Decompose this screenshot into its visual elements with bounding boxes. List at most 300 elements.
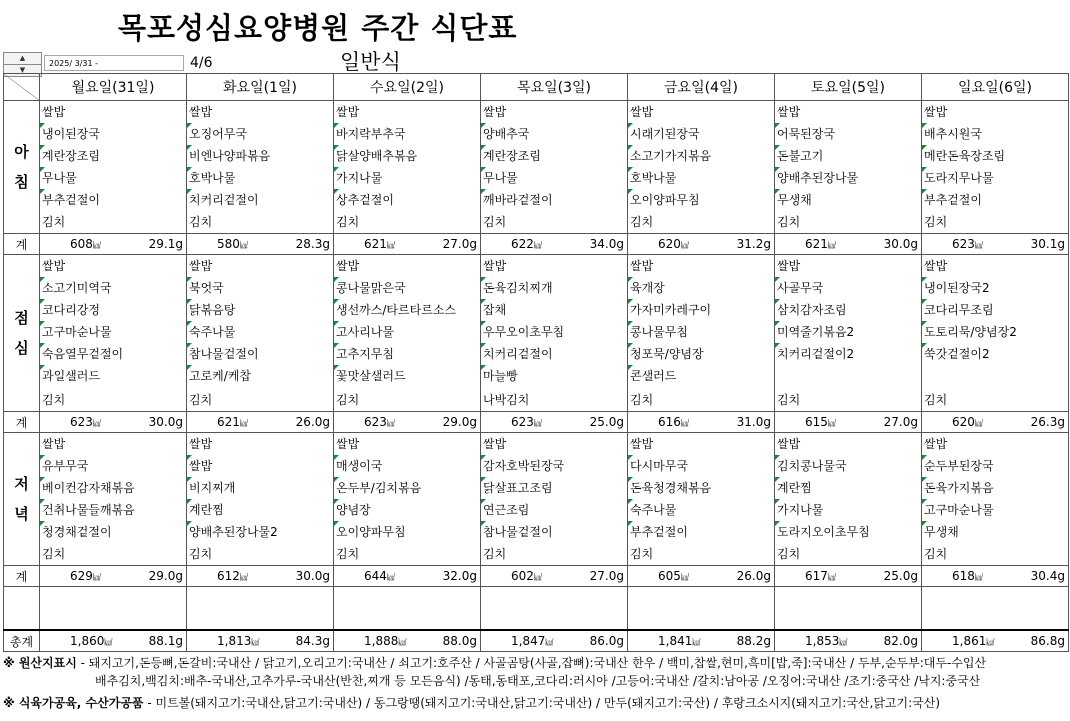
dish-item: 쌀밥 (483, 259, 507, 273)
dish-item: 배추시원국 (922, 123, 1068, 145)
origin-line-1: - 돼지고기,돈등뼈,돈갈비:국내산 / 닭고기,오리고기:국내산 / 쇠고기:호주산 / 사골곰탕(사골,잡뼈):국내산 한우 / 백미,찹쌀,현미,흑미[밥,죽]:국내산 / 두부,순두부:대두-수입산 (76, 656, 987, 670)
day-header: 금요일(4일) (628, 74, 775, 101)
weekly-menu-table (3, 73, 1069, 652)
day-header: 목요일(3일) (481, 74, 628, 101)
blank-cell (4, 587, 40, 631)
dish-item: 쌀밥 (336, 259, 360, 273)
subtotal-cell (775, 234, 922, 255)
subtotal-cell (40, 566, 187, 587)
dish-item: 쌀밥 (483, 437, 507, 451)
day-header-row (4, 74, 1069, 101)
dish-item: 도토리묵/양념장2 (922, 321, 1068, 343)
menu-cell (334, 255, 481, 412)
dish-item: 쌀밥 (189, 437, 213, 451)
dish-item: 순두부된장국 (922, 455, 1068, 477)
kcal-value: 1,813 (217, 634, 252, 648)
menu-cell (922, 101, 1069, 234)
processed-notice (3, 694, 940, 711)
protein-value: 27.0g (883, 415, 918, 429)
subtotal-cell (481, 566, 628, 587)
kcal-unit: ㎉ (533, 573, 542, 582)
dish-item: 무나물 (481, 167, 627, 189)
dish-item: 김치 (42, 547, 66, 561)
protein-value: 30.0g (148, 415, 183, 429)
date-end: 4/6 (190, 55, 213, 71)
dish-item: 감자호박된장국 (481, 455, 627, 477)
protein-value: 30.4g (1030, 569, 1065, 583)
kcal-unit: ㎉ (398, 638, 407, 647)
origin-notice-2 (95, 672, 980, 689)
dish-item: 부추겉절이 (628, 521, 774, 543)
dish-item: 돈육청경채볶음 (628, 477, 774, 499)
blank-cell (775, 587, 922, 631)
dish-item: 상추겉절이 (334, 189, 480, 211)
kcal-value: 623 (511, 415, 534, 429)
kcal-value: 623 (952, 237, 975, 251)
kcal-value: 612 (217, 569, 240, 583)
dish-item: 도라지무나물 (922, 167, 1068, 189)
dish-item: 비엔나양파볶음 (187, 145, 333, 167)
protein-value: 30.1g (1030, 237, 1065, 251)
dish-item: 돈육김치찌개 (481, 277, 627, 299)
blank-cell (481, 587, 628, 631)
dish-item: 김치 (42, 215, 66, 229)
menu-cell (334, 101, 481, 234)
dish-item: 부추겉절이 (922, 189, 1068, 211)
dish-item: 김치 (189, 393, 213, 407)
dish-item: 닭볶음탕 (187, 299, 333, 321)
protein-value: 84.3g (295, 634, 330, 648)
menu-cell (775, 101, 922, 234)
kcal-value: 615 (805, 415, 828, 429)
menu-cell (40, 101, 187, 234)
kcal-unit: ㎉ (104, 638, 113, 647)
dish-item: 쌀밥 (336, 437, 360, 451)
kcal-unit: ㎉ (92, 419, 101, 428)
dish-item: 치커리겉절이 (187, 189, 333, 211)
kcal-value: 622 (511, 237, 534, 251)
dish-item: 쑥갓겉절이2 (922, 343, 1068, 365)
dish-item: 김치 (189, 215, 213, 229)
kcal-unit: ㎉ (239, 241, 248, 250)
dish-item: 호박나물 (187, 167, 333, 189)
dish-item: 가자미카레구이 (628, 299, 774, 321)
processed-label: ※ 식육가공육, 수산가공품 (3, 696, 144, 710)
dish-item: 다시마무국 (628, 455, 774, 477)
dish-item: 김치 (336, 393, 360, 407)
dish-item: 북엇국 (187, 277, 333, 299)
dish-item: 쌀밥 (42, 259, 66, 273)
kcal-unit: ㎉ (974, 241, 983, 250)
day-header: 화요일(1일) (187, 74, 334, 101)
menu-cell (40, 433, 187, 566)
meal-row (4, 433, 1069, 566)
dish-item: 닭살양배추볶음 (334, 145, 480, 167)
protein-value: 30.0g (295, 569, 330, 583)
subtotal-cell (775, 566, 922, 587)
dish-item (775, 365, 921, 389)
dish-item: 비지찌개 (187, 477, 333, 499)
dish-item: 쌀밥 (630, 437, 654, 451)
dish-item: 육개장 (628, 277, 774, 299)
dish-item: 소고기가지볶음 (628, 145, 774, 167)
blank-cell (922, 587, 1069, 631)
dish-item: 김치 (336, 215, 360, 229)
dish-item: 연근조림 (481, 499, 627, 521)
kcal-unit: ㎉ (92, 573, 101, 582)
kcal-value: 605 (658, 569, 681, 583)
subtotal-cell (481, 234, 628, 255)
dish-item: 바지락부추국 (334, 123, 480, 145)
dish-item: 삼치감자조림 (775, 299, 921, 321)
dish-item: 쌀밥 (924, 259, 948, 273)
menu-cell (628, 101, 775, 234)
dish-item: 무생채 (922, 521, 1068, 543)
kcal-unit: ㎉ (827, 241, 836, 250)
kcal-value: 621 (805, 237, 828, 251)
protein-value: 31.2g (736, 237, 771, 251)
menu-cell (481, 433, 628, 566)
grand-total-cell (628, 630, 775, 652)
dish-item: 돈불고기 (775, 145, 921, 167)
dish-item (922, 365, 1068, 389)
protein-value: 31.0g (736, 415, 771, 429)
kcal-unit: ㎉ (680, 241, 689, 250)
subtotal-label: 계 (4, 566, 40, 587)
dish-item: 호박나물 (628, 167, 774, 189)
dish-item: 콩나물맑은국 (334, 277, 480, 299)
dish-item: 김치 (630, 547, 654, 561)
kcal-unit: ㎉ (533, 419, 542, 428)
dish-item: 우무오이초무침 (481, 321, 627, 343)
dish-item: 고구마순나물 (922, 499, 1068, 521)
dish-item: 고구마순나물 (40, 321, 186, 343)
dish-item: 쌀밥 (924, 437, 948, 451)
kcal-unit: ㎉ (386, 241, 395, 250)
grand-total-cell (40, 630, 187, 652)
kcal-unit: ㎉ (533, 241, 542, 250)
menu-cell (775, 433, 922, 566)
dish-item: 가지나물 (334, 167, 480, 189)
dish-item: 온두부/김치볶음 (334, 477, 480, 499)
dish-item: 계란찜 (775, 477, 921, 499)
protein-value: 26.0g (736, 569, 771, 583)
kcal-unit: ㎉ (545, 638, 554, 647)
dish-item: 쌀밥 (189, 259, 213, 273)
dish-item: 김치 (336, 547, 360, 561)
protein-value: 29.0g (148, 569, 183, 583)
subtotal-cell (481, 412, 628, 433)
grand-total-cell (775, 630, 922, 652)
dish-item: 양배추된장나물 (775, 167, 921, 189)
subtotal-cell (334, 234, 481, 255)
subtotal-cell (40, 234, 187, 255)
dish-item: 베이컨감자채볶음 (40, 477, 186, 499)
kcal-value: 602 (511, 569, 534, 583)
menu-cell (187, 101, 334, 234)
dish-item: 고추지무침 (334, 343, 480, 365)
dish-item: 오이양파무침 (334, 521, 480, 543)
meal-label: 점 심 (4, 255, 40, 412)
menu-cell (481, 101, 628, 234)
dish-item: 돈육가지볶음 (922, 477, 1068, 499)
dish-item: 숙음열무겉절이 (40, 343, 186, 365)
subtotal-label: 계 (4, 234, 40, 255)
origin-line-2: 배추김치,백김치:배추-국내산,고추가루-국내산(반찬,찌개 등 모든음식) /동태,동태포,코다리:러시아 /고등어:국내산 /갈치:남아공 /오징어:국내산 /조기:중국산 /낙지:중국산 (95, 674, 981, 688)
dish-item: 코다리강정 (40, 299, 186, 321)
dish-item: 고사리나물 (334, 321, 480, 343)
dish-item: 어묵된장국 (775, 123, 921, 145)
dish-item: 계란장조림 (481, 145, 627, 167)
date-start-field[interactable]: 2025/ 3/31 - (44, 55, 184, 71)
dish-item: 양념장 (334, 499, 480, 521)
protein-value: 34.0g (589, 237, 624, 251)
dish-item: 김치 (924, 547, 948, 561)
dish-item: 김치 (630, 393, 654, 407)
dish-item: 콘샐러드 (628, 365, 774, 389)
subtotal-row (4, 234, 1069, 255)
dish-item: 부추겉절이 (40, 189, 186, 211)
origin-label: ※ 원산지표시 (3, 656, 77, 670)
grand-total-cell (481, 630, 628, 652)
kcal-value: 608 (70, 237, 93, 251)
subtotal-cell (628, 566, 775, 587)
kcal-value: 1,841 (658, 634, 693, 648)
dish-item: 쌀밥 (483, 105, 507, 119)
dish-item: 매생이국 (334, 455, 480, 477)
dish-item: 양배추국 (481, 123, 627, 145)
kcal-value: 1,888 (364, 634, 399, 648)
kcal-value: 621 (217, 415, 240, 429)
kcal-value: 620 (658, 237, 681, 251)
dish-item: 미역줄기볶음2 (775, 321, 921, 343)
dish-item: 가지나물 (775, 499, 921, 521)
kcal-unit: ㎉ (986, 638, 995, 647)
subtotal-cell (922, 234, 1069, 255)
menu-cell (40, 255, 187, 412)
dish-item: 참나물겉절이 (187, 343, 333, 365)
kcal-unit: ㎉ (239, 419, 248, 428)
protein-value: 88.1g (148, 634, 183, 648)
protein-value: 30.0g (883, 237, 918, 251)
dish-item: 치커리겉절이 (481, 343, 627, 365)
protein-value: 88.0g (442, 634, 477, 648)
subtotal-row (4, 412, 1069, 433)
dish-item: 도라지오이초무침 (775, 521, 921, 543)
kcal-unit: ㎉ (386, 573, 395, 582)
dish-item: 무생채 (775, 189, 921, 211)
diet-type: 일반식 (340, 50, 401, 74)
kcal-value: 616 (658, 415, 681, 429)
menu-cell (922, 433, 1069, 566)
dish-item: 과일샐러드 (40, 365, 186, 389)
dish-item: 양배추된장나물2 (187, 521, 333, 543)
dish-item: 김치 (777, 547, 801, 561)
kcal-value: 1,847 (511, 634, 546, 648)
dish-item: 김치콩나물국 (775, 455, 921, 477)
kcal-value: 629 (70, 569, 93, 583)
menu-cell (775, 255, 922, 412)
protein-value: 27.0g (442, 237, 477, 251)
dish-item: 건취나물들깨볶음 (40, 499, 186, 521)
protein-value: 27.0g (589, 569, 624, 583)
menu-cell (628, 433, 775, 566)
grand-total-label: 총계 (4, 630, 40, 652)
day-header: 수요일(2일) (334, 74, 481, 101)
blank-cell (187, 587, 334, 631)
menu-cell (187, 433, 334, 566)
subtotal-cell (187, 566, 334, 587)
dish-item: 김치 (630, 215, 654, 229)
dish-item: 청경채겉절이 (40, 521, 186, 543)
menu-cell (334, 433, 481, 566)
dish-item: 꽃맛살샐러드 (334, 365, 480, 389)
subtotal-cell (187, 412, 334, 433)
menu-cell (922, 255, 1069, 412)
dish-item: 유부무국 (40, 455, 186, 477)
dish-item: 치커리겉절이2 (775, 343, 921, 365)
dish-item: 소고기미역국 (40, 277, 186, 299)
kcal-value: 623 (70, 415, 93, 429)
dish-item: 잡채 (481, 299, 627, 321)
dish-item: 냉이된장국 (40, 123, 186, 145)
grand-total-row (4, 630, 1069, 652)
day-header: 월요일(31일) (40, 74, 187, 101)
subtotal-cell (922, 412, 1069, 433)
dish-item: 쌀밥 (42, 437, 66, 451)
kcal-value: 580 (217, 237, 240, 251)
grand-total-cell (334, 630, 481, 652)
meal-row (4, 255, 1069, 412)
subtotal-cell (334, 566, 481, 587)
dish-item: 김치 (42, 393, 66, 407)
dish-item: 닭살표고조림 (481, 477, 627, 499)
subtotal-cell (628, 234, 775, 255)
dish-item: 김치 (777, 215, 801, 229)
dish-item: 코다리무조림 (922, 299, 1068, 321)
dish-item: 참나물겉절이 (481, 521, 627, 543)
spin-up-button[interactable]: ▲ (3, 52, 42, 65)
processed-line: - 미트볼(돼지고기:국내산,닭고기:국내산) / 동그랑땡(돼지고기:국내산,닭고기:국내산) / 만두(돼지고기:국산) / 후랑크소시지(돼지고기:국산,닭고기:국산) (143, 696, 941, 710)
kcal-unit: ㎉ (680, 573, 689, 582)
dish-item: 시래기된장국 (628, 123, 774, 145)
dish-item: 계란장조림 (40, 145, 186, 167)
meal-label: 아 침 (4, 101, 40, 234)
protein-value: 28.3g (295, 237, 330, 251)
protein-value: 26.0g (295, 415, 330, 429)
kcal-unit: ㎉ (974, 419, 983, 428)
dish-item: 쌀밥 (777, 259, 801, 273)
protein-value: 29.1g (148, 237, 183, 251)
protein-value: 26.3g (1030, 415, 1065, 429)
kcal-unit: ㎉ (827, 419, 836, 428)
kcal-value: 621 (364, 237, 387, 251)
protein-value: 82.0g (883, 634, 918, 648)
kcal-unit: ㎉ (692, 638, 701, 647)
subtotal-cell (187, 234, 334, 255)
menu-cell (187, 255, 334, 412)
subtotal-cell (628, 412, 775, 433)
dish-item: 마늘빵 (481, 365, 627, 389)
meal-label: 저 녁 (4, 433, 40, 566)
protein-value: 25.0g (883, 569, 918, 583)
protein-value: 32.0g (442, 569, 477, 583)
subtotal-cell (334, 412, 481, 433)
dish-item: 김치 (189, 547, 213, 561)
dish-item: 메란돈육장조림 (922, 145, 1068, 167)
dish-item: 쌀밥 (42, 105, 66, 119)
dish-item: 김치 (483, 547, 507, 561)
protein-value: 25.0g (589, 415, 624, 429)
grand-total-cell (187, 630, 334, 652)
dish-item: 쌀밥 (187, 455, 333, 477)
dish-item: 쌀밥 (630, 259, 654, 273)
dish-item: 쌀밥 (630, 105, 654, 119)
dish-item: 김치 (924, 393, 948, 407)
dish-item: 김치 (777, 393, 801, 407)
kcal-unit: ㎉ (251, 638, 260, 647)
dish-item: 쌀밥 (777, 437, 801, 451)
dish-item: 깨바라겉절이 (481, 189, 627, 211)
menu-cell (481, 255, 628, 412)
dish-item: 청포묵/양념장 (628, 343, 774, 365)
subtotal-row (4, 566, 1069, 587)
subtotal-cell (922, 566, 1069, 587)
dish-item: 쌀밥 (777, 105, 801, 119)
protein-value: 86.8g (1030, 634, 1065, 648)
dish-item: 숙주나물 (187, 321, 333, 343)
kcal-value: 617 (805, 569, 828, 583)
spin-down-button[interactable]: ▼ (3, 64, 42, 77)
kcal-value: 623 (364, 415, 387, 429)
dish-item: 숙주나물 (628, 499, 774, 521)
blank-cell (334, 587, 481, 631)
page-title: 목포성심요양병원 주간 식단표 (118, 11, 518, 45)
kcal-unit: ㎉ (827, 573, 836, 582)
subtotal-cell (40, 412, 187, 433)
blank-cell (628, 587, 775, 631)
dish-item: 사골무국 (775, 277, 921, 299)
dish-item: 무나물 (40, 167, 186, 189)
kcal-value: 1,853 (805, 634, 840, 648)
kcal-unit: ㎉ (974, 573, 983, 582)
protein-value: 29.0g (442, 415, 477, 429)
grand-total-cell (922, 630, 1069, 652)
dish-item: 냉이된장국2 (922, 277, 1068, 299)
corner-cell (4, 74, 40, 101)
subtotal-cell (775, 412, 922, 433)
day-header: 토요일(5일) (775, 74, 922, 101)
kcal-unit: ㎉ (680, 419, 689, 428)
kcal-unit: ㎉ (839, 638, 848, 647)
dish-item: 생선까스/타르타르소스 (334, 299, 480, 321)
kcal-value: 1,860 (70, 634, 105, 648)
dish-item: 나박김치 (483, 393, 530, 407)
dish-item: 고로케/케찹 (187, 365, 333, 389)
dish-item: 김치 (924, 215, 948, 229)
dish-item: 김치 (483, 215, 507, 229)
kcal-value: 620 (952, 415, 975, 429)
kcal-unit: ㎉ (386, 419, 395, 428)
blank-row (4, 587, 1069, 631)
dish-item: 계란찜 (187, 499, 333, 521)
blank-cell (40, 587, 187, 631)
dish-item: 쌀밥 (924, 105, 948, 119)
dish-item: 콩나물무침 (628, 321, 774, 343)
kcal-value: 1,861 (952, 634, 987, 648)
dish-item: 쌀밥 (336, 105, 360, 119)
origin-notice (3, 654, 986, 671)
